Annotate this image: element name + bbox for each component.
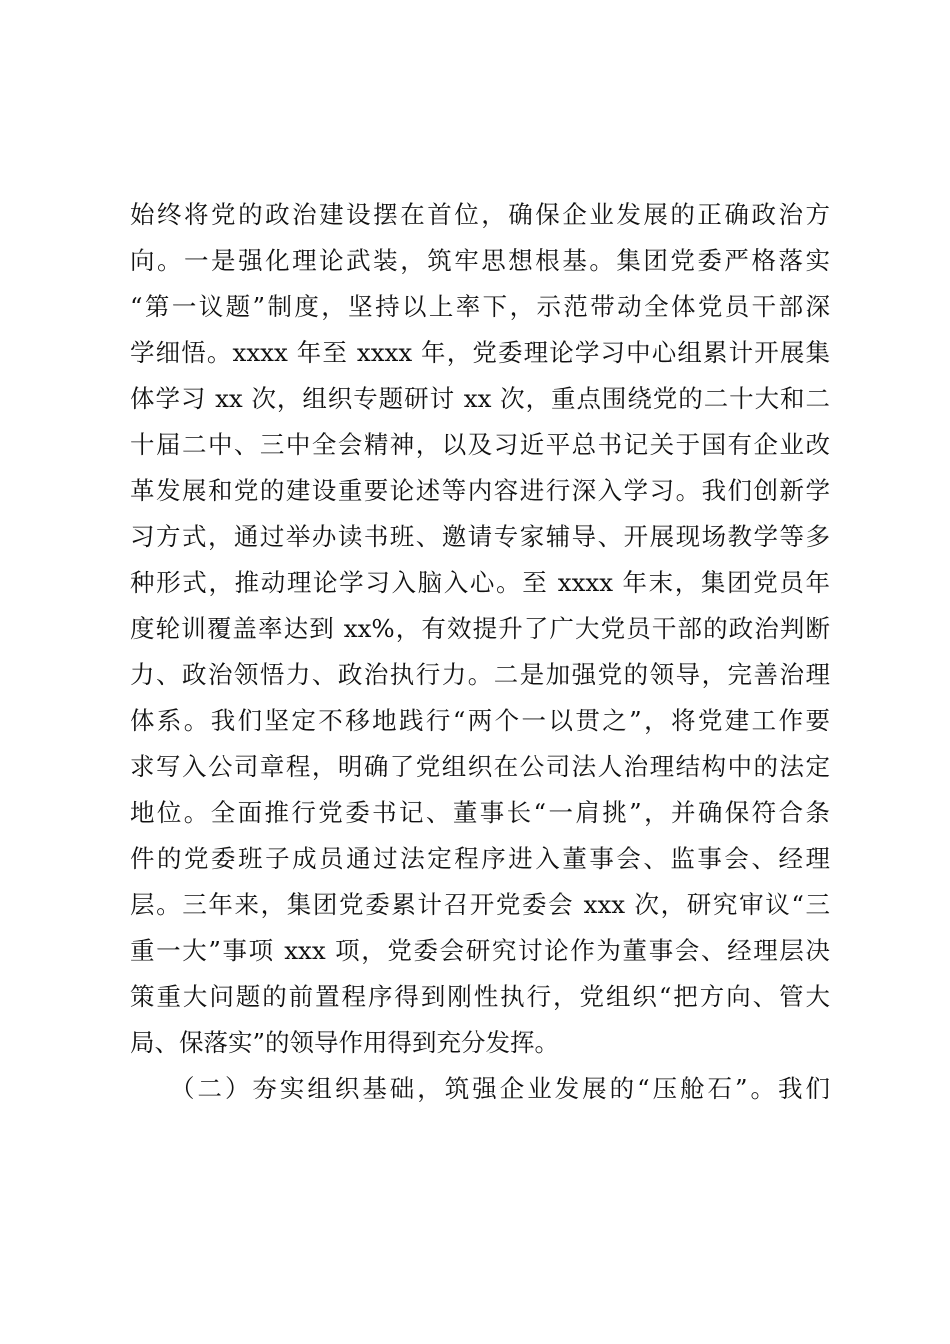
text-line: 策重大问题的前置程序得到刚性执行，党组织“把方向、管大	[130, 982, 830, 1011]
text-line: 习方式，通过举办读书班、邀请专家辅导、开展现场教学等多	[130, 522, 830, 551]
body-text	[130, 192, 830, 1112]
text-line: 重一大”事项 xxx 项，党委会研究讨论作为董事会、经理层决	[130, 936, 830, 965]
text-line: 学细悟。xxxx 年至 xxxx 年，党委理论学习中心组累计开展集	[130, 338, 830, 367]
text-line: 力、政治领悟力、政治执行力。二是加强党的领导，完善治理	[130, 660, 830, 689]
text-line: 始终将党的政治建设摆在首位，确保企业发展的正确政治方	[130, 200, 830, 229]
section-heading-line: （二）夯实组织基础，筑强企业发展的“压舱石”。我们	[170, 1074, 830, 1103]
text-line: 种形式，推动理论学习入脑入心。至 xxxx 年末，集团党员年	[130, 568, 830, 597]
text-line: 体学习 xx 次，组织专题研讨 xx 次，重点围绕党的二十大和二	[130, 384, 830, 413]
paragraph-end-line: 局、保落实”的领导作用得到充分发挥。	[130, 1028, 560, 1057]
text-line: 地位。全面推行党委书记、董事长“一肩挑”，并确保符合条	[130, 798, 830, 827]
text-line: 求写入公司章程，明确了党组织在公司法人治理结构中的法定	[130, 752, 830, 781]
text-line: “第一议题”制度，坚持以上率下，示范带动全体党员干部深	[130, 292, 830, 321]
text-line: 向。一是强化理论武装，筑牢思想根基。集团党委严格落实	[130, 246, 830, 275]
text-line: 件的党委班子成员通过法定程序进入董事会、监事会、经理	[130, 844, 830, 873]
text-line: 层。三年来，集团党委累计召开党委会 xxx 次，研究审议“三	[130, 890, 830, 919]
text-line: 体系。我们坚定不移地践行“两个一以贯之”，将党建工作要	[130, 706, 830, 735]
text-line: 度轮训覆盖率达到 xx%，有效提升了广大党员干部的政治判断	[130, 614, 830, 643]
text-line: 革发展和党的建设重要论述等内容进行深入学习。我们创新学	[130, 476, 830, 505]
text-line: 十届二中、三中全会精神，以及习近平总书记关于国有企业改	[130, 430, 830, 459]
